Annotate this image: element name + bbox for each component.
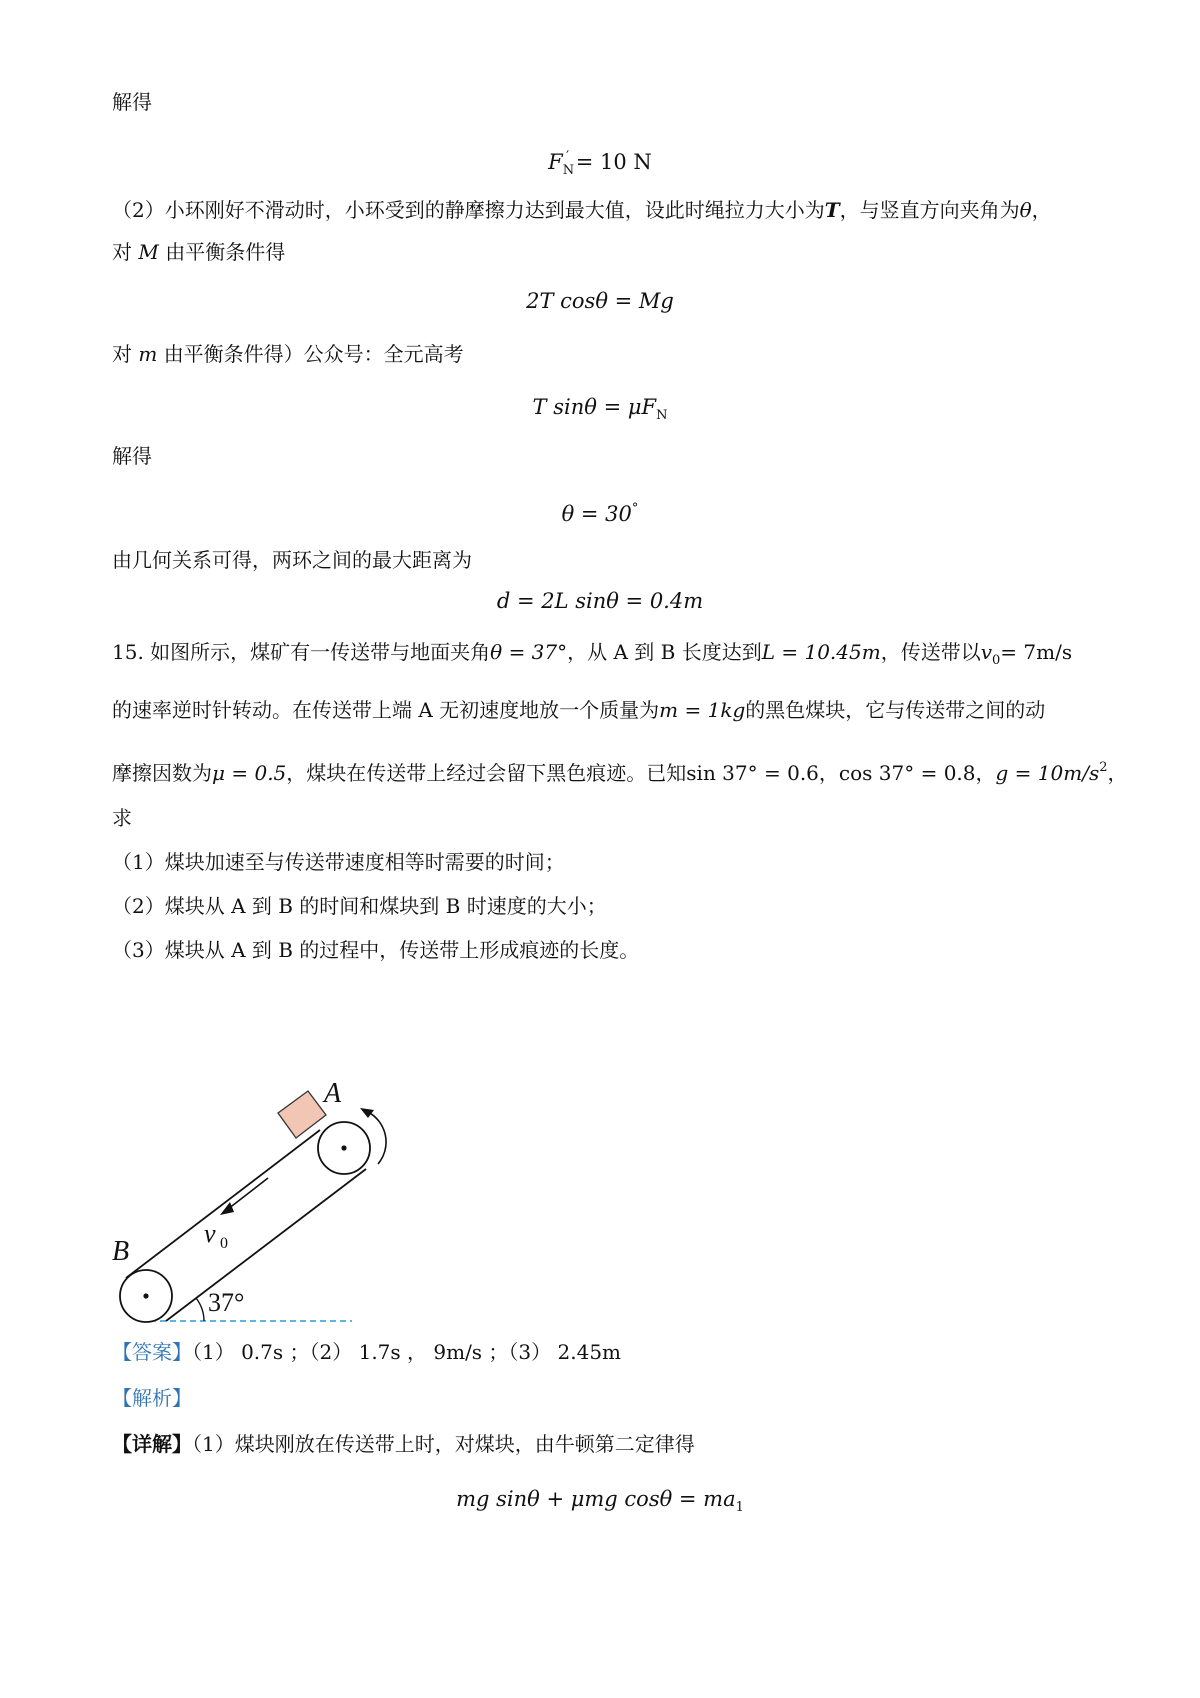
pulley-b-center — [143, 1293, 148, 1298]
q15-v-value: = 7m/s — [1000, 640, 1073, 664]
text-part2-line3 — [112, 340, 464, 368]
sub-question-2: （2）煤块从 A 到 B 的时间和煤块到 B 时速度的大小； — [112, 894, 607, 918]
analysis-tag: 【解析】 — [112, 1386, 192, 1410]
q15-mass: m = 1kg — [659, 698, 746, 722]
q15-v-sub: 0 — [992, 653, 1001, 668]
equation-Tsin-sub: N — [656, 408, 668, 423]
question-15-line3 — [112, 754, 1128, 787]
q15-length: L = 10.45m — [761, 640, 881, 664]
q15-comma-3: ， — [1107, 761, 1128, 785]
text-M: M — [138, 240, 159, 264]
belt-top-line — [126, 1130, 320, 1278]
equation-newton — [0, 1484, 1200, 1523]
equation-newton-main: mg sinθ + μmg cosθ = ma — [456, 1487, 736, 1511]
text-part2-T: T — [824, 198, 840, 222]
rotation-arc — [368, 1112, 386, 1164]
detail-tag: 【详解】 — [112, 1432, 192, 1456]
label-v: v — [204, 1219, 216, 1248]
equation-fn: $F_N' = 10$ N — [548, 149, 652, 178]
rotation-arrow-head-icon — [360, 1108, 374, 1118]
label-a: A — [324, 1078, 342, 1109]
answer-body: （1） 0.7s ；（2） 1.7s ， 9m/s ；（3） 2.45m — [192, 1340, 622, 1364]
pulley-a-center — [341, 1145, 346, 1150]
velocity-arrow-line — [228, 1178, 268, 1209]
text-pingheng-2: 由平衡条件得）公众号：全元高考 — [163, 342, 464, 366]
equation-theta30-sup: ° — [631, 501, 639, 516]
sub-question-1: （1）煤块加速至与传送带速度相等时需要的时间； — [112, 850, 565, 874]
equation-theta30-main: θ = 30 — [561, 502, 632, 526]
equation-newton-sub: 1 — [735, 1500, 744, 1515]
equation-theta30 — [0, 494, 1200, 529]
q15-theta: θ = 37° — [490, 640, 568, 664]
equation-distance: d = 2L sinθ = 0.4m — [496, 589, 704, 613]
detail-body: （1）煤块刚放在传送带上时，对煤块，由牛顿第二定律得 — [192, 1432, 695, 1456]
text-dui-1: 对 — [112, 240, 132, 264]
q15-comma-2: ， — [975, 761, 996, 785]
text-part2-line2 — [112, 238, 285, 266]
question-15-line2 — [112, 696, 1045, 724]
detail-line — [112, 1430, 695, 1458]
answer-line — [112, 1338, 621, 1366]
text-part2-b: ，与竖直方向夹角为 — [839, 198, 1020, 222]
q15-text-2a: 的速率逆时针转动。在传送带上端 A 无初速度地放一个质量为 — [112, 698, 660, 722]
q15-text-3c: ，煤块在传送带上经过会留下黑色痕迹。已知 — [286, 761, 687, 785]
equation-Tsin — [0, 392, 1200, 431]
q15-cos: cos 37° = 0.8 — [838, 761, 976, 785]
q15-text-3a: 摩擦因数为 — [112, 761, 212, 785]
equation-2Tcos: 2T cosθ = Mg — [526, 289, 674, 313]
q15-text-c: ，从 A 到 B 长度达到 — [567, 640, 762, 664]
equation-Tsin-main: T sinθ = μF — [532, 395, 657, 419]
label-b: B — [112, 1236, 130, 1267]
text-m: m — [138, 342, 158, 366]
text-pingheng-1: 由平衡条件得 — [165, 240, 286, 264]
q15-g: g = 10m/s — [995, 761, 1100, 785]
answer-tag: 【答案】 — [112, 1340, 192, 1364]
text-part2-line1 — [112, 196, 1052, 224]
label-v-sub: 0 — [220, 1235, 228, 1252]
q15-mu: μ = 0.5 — [212, 761, 287, 785]
sub-question-3: （3）煤块从 A 到 B 的过程中，传送带上形成痕迹的长度。 — [112, 938, 640, 962]
question-15-line1 — [112, 638, 1072, 675]
text-jiede-2: 解得 — [112, 444, 152, 468]
angle-arc — [196, 1298, 204, 1321]
conveyor-diagram — [112, 1078, 412, 1326]
equation-fn-rhs: = 10 N — [575, 150, 652, 174]
conveyor-figure — [112, 1078, 412, 1330]
q15-g-sup: 2 — [1099, 760, 1108, 775]
q15-v: v — [980, 640, 993, 664]
label-angle: 37° — [208, 1288, 245, 1317]
text-part2-a: （2）小环刚好不滑动时，小环受到的静摩擦力达到最大值，设此时绳拉力大小为 — [112, 198, 825, 222]
q15-text-e: ，传送带以 — [880, 640, 981, 664]
text-geometry: 由几何关系可得，两环之间的最大距离为 — [112, 548, 472, 572]
q15-comma-1: ， — [818, 761, 839, 785]
text-jiede-1: 解得 — [112, 90, 152, 114]
question-15-line4: 求 — [112, 806, 132, 830]
q15-sin: sin 37° = 0.6 — [686, 761, 819, 785]
text-dui-2: 对 — [112, 342, 132, 366]
q15-text-2c: 的黑色煤块，它与传送带之间的动 — [745, 698, 1046, 722]
q15-text-a: 15. 如图所示，煤矿有一传送带与地面夹角 — [112, 640, 491, 664]
text-part2-end: ， — [1031, 198, 1052, 222]
text-part2-theta: θ — [1019, 198, 1032, 222]
